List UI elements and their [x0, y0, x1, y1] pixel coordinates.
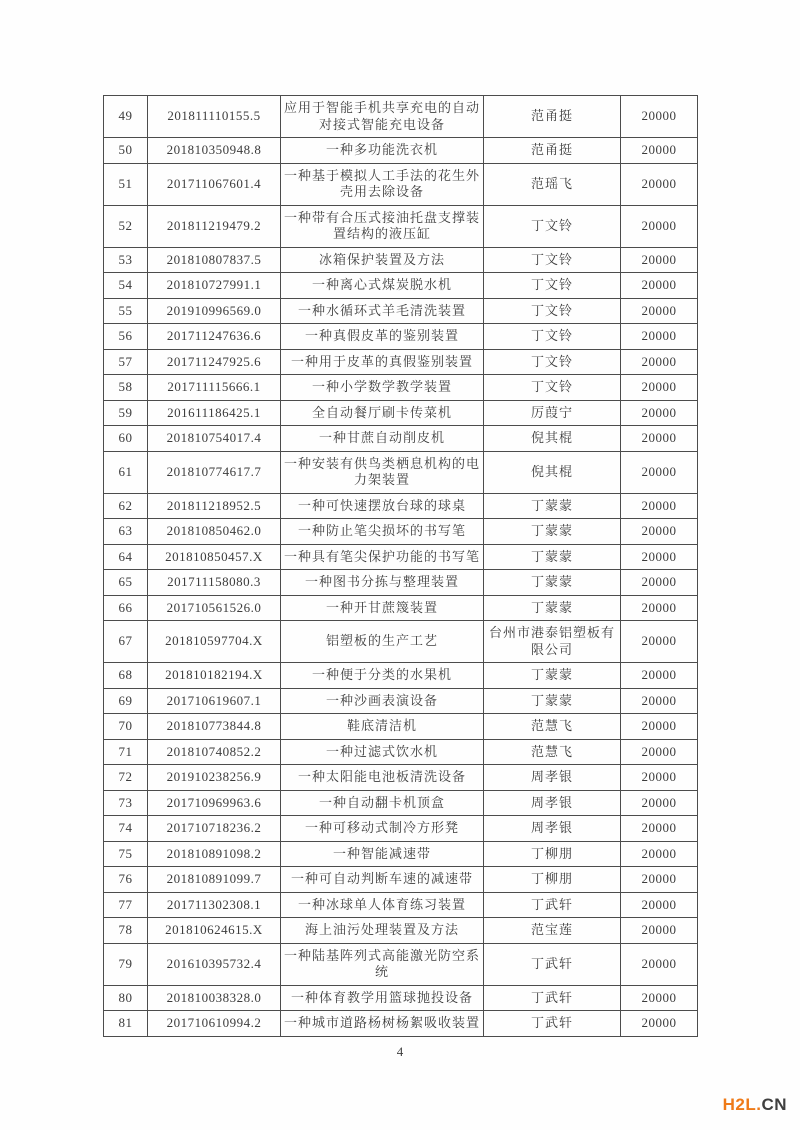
cell-patent_no: 201810773844.8 [148, 714, 281, 740]
table-row [104, 688, 698, 714]
cell-index: 80 [104, 985, 148, 1011]
cell-title: 冰箱保护装置及方法 [281, 247, 484, 273]
site-logo [723, 1095, 787, 1115]
cell-owner: 周孝银 [484, 765, 621, 791]
cell-index: 62 [104, 493, 148, 519]
cell-index: 60 [104, 426, 148, 452]
table-row [104, 918, 698, 944]
cell-title: 海上油污处理装置及方法 [281, 918, 484, 944]
cell-patent_no: 201810624615.X [148, 918, 281, 944]
cell-patent_no: 201810850457.X [148, 544, 281, 570]
cell-patent_no: 201810754017.4 [148, 426, 281, 452]
cell-title: 一种小学数学教学装置 [281, 375, 484, 401]
site-logo-primary: H2L. [722, 1095, 762, 1114]
cell-owner: 丁文铃 [484, 273, 621, 299]
cell-index: 52 [104, 205, 148, 247]
table-row [104, 816, 698, 842]
cell-patent_no: 201810350948.8 [148, 138, 281, 164]
cell-owner: 丁蒙蒙 [484, 595, 621, 621]
cell-owner: 丁文铃 [484, 205, 621, 247]
cell-amount: 20000 [621, 1011, 698, 1037]
cell-patent_no: 201711158080.3 [148, 570, 281, 596]
table-row [104, 544, 698, 570]
cell-index: 75 [104, 841, 148, 867]
table-row [104, 138, 698, 164]
cell-amount: 20000 [621, 570, 698, 596]
cell-amount: 20000 [621, 493, 698, 519]
cell-patent_no: 201810727991.1 [148, 273, 281, 299]
cell-patent_no: 201711067601.4 [148, 163, 281, 205]
cell-patent_no: 201810597704.X [148, 621, 281, 663]
table-row [104, 985, 698, 1011]
cell-owner: 丁武轩 [484, 1011, 621, 1037]
cell-owner: 丁蒙蒙 [484, 519, 621, 545]
cell-title: 一种开甘蔗篾装置 [281, 595, 484, 621]
table-row [104, 519, 698, 545]
cell-patent_no: 201811218952.5 [148, 493, 281, 519]
cell-index: 68 [104, 663, 148, 689]
cell-owner: 丁蒙蒙 [484, 688, 621, 714]
cell-title: 一种基于模拟人工手法的花生外壳用去除设备 [281, 163, 484, 205]
cell-amount: 20000 [621, 519, 698, 545]
cell-index: 53 [104, 247, 148, 273]
cell-owner: 周孝银 [484, 790, 621, 816]
cell-owner: 丁蒙蒙 [484, 493, 621, 519]
cell-amount: 20000 [621, 247, 698, 273]
cell-index: 77 [104, 892, 148, 918]
cell-amount: 20000 [621, 867, 698, 893]
cell-title: 一种带有合压式接油托盘支撑装置结构的液压缸 [281, 205, 484, 247]
cell-index: 58 [104, 375, 148, 401]
table-row [104, 595, 698, 621]
cell-index: 71 [104, 739, 148, 765]
cell-patent_no: 201710619607.1 [148, 688, 281, 714]
cell-owner: 丁武轩 [484, 892, 621, 918]
cell-patent_no: 201711247636.6 [148, 324, 281, 350]
cell-index: 81 [104, 1011, 148, 1037]
cell-owner: 范瑶飞 [484, 163, 621, 205]
cell-title: 一种多功能洗衣机 [281, 138, 484, 164]
cell-patent_no: 201810182194.X [148, 663, 281, 689]
cell-amount: 20000 [621, 918, 698, 944]
cell-owner: 倪其棍 [484, 451, 621, 493]
cell-patent_no: 201910238256.9 [148, 765, 281, 791]
cell-title: 一种用于皮革的真假鉴别装置 [281, 349, 484, 375]
cell-patent_no: 201810774617.7 [148, 451, 281, 493]
cell-owner: 丁蒙蒙 [484, 663, 621, 689]
cell-amount: 20000 [621, 816, 698, 842]
cell-owner: 厉葭宁 [484, 400, 621, 426]
cell-index: 79 [104, 943, 148, 985]
cell-index: 55 [104, 298, 148, 324]
cell-index: 63 [104, 519, 148, 545]
table-row [104, 867, 698, 893]
cell-owner: 丁蒙蒙 [484, 544, 621, 570]
cell-owner: 范慧飞 [484, 739, 621, 765]
cell-index: 61 [104, 451, 148, 493]
cell-index: 51 [104, 163, 148, 205]
cell-owner: 倪其棍 [484, 426, 621, 452]
cell-owner: 丁柳朋 [484, 841, 621, 867]
cell-patent_no: 201710561526.0 [148, 595, 281, 621]
cell-index: 76 [104, 867, 148, 893]
cell-title: 一种防止笔尖损坏的书写笔 [281, 519, 484, 545]
cell-title: 一种智能减速带 [281, 841, 484, 867]
page-number: 4 [396, 1044, 404, 1059]
table-row [104, 273, 698, 299]
table-row [104, 621, 698, 663]
cell-title: 一种真假皮革的鉴别装置 [281, 324, 484, 350]
cell-title: 全自动餐厅刷卡传菜机 [281, 400, 484, 426]
cell-patent_no: 201811219479.2 [148, 205, 281, 247]
cell-title: 一种沙画表演设备 [281, 688, 484, 714]
cell-index: 50 [104, 138, 148, 164]
cell-title: 一种过滤式饮水机 [281, 739, 484, 765]
cell-title: 鞋底清洁机 [281, 714, 484, 740]
cell-amount: 20000 [621, 400, 698, 426]
cell-index: 69 [104, 688, 148, 714]
cell-title: 一种体育教学用篮球抛投设备 [281, 985, 484, 1011]
cell-patent_no: 201810038328.0 [148, 985, 281, 1011]
table-row [104, 247, 698, 273]
table-row [104, 1011, 698, 1037]
cell-patent_no: 201710718236.2 [148, 816, 281, 842]
cell-owner: 丁文铃 [484, 324, 621, 350]
cell-patent_no: 201710610994.2 [148, 1011, 281, 1037]
cell-index: 73 [104, 790, 148, 816]
cell-title: 一种甘蔗自动削皮机 [281, 426, 484, 452]
cell-amount: 20000 [621, 426, 698, 452]
cell-title: 一种可自动判断车速的减速带 [281, 867, 484, 893]
cell-index: 72 [104, 765, 148, 791]
cell-amount: 20000 [621, 273, 698, 299]
cell-patent_no: 201811110155.5 [148, 96, 281, 138]
table-row [104, 943, 698, 985]
cell-amount: 20000 [621, 841, 698, 867]
cell-owner: 丁柳朋 [484, 867, 621, 893]
cell-index: 67 [104, 621, 148, 663]
cell-amount: 20000 [621, 163, 698, 205]
cell-amount: 20000 [621, 324, 698, 350]
site-logo-secondary: CN [761, 1095, 787, 1114]
cell-amount: 20000 [621, 714, 698, 740]
cell-amount: 20000 [621, 544, 698, 570]
cell-amount: 20000 [621, 621, 698, 663]
table-row [104, 493, 698, 519]
cell-amount: 20000 [621, 451, 698, 493]
cell-patent_no: 201711115666.1 [148, 375, 281, 401]
table-row [104, 663, 698, 689]
cell-title: 一种离心式煤炭脱水机 [281, 273, 484, 299]
cell-owner: 丁文铃 [484, 375, 621, 401]
cell-owner: 丁武轩 [484, 985, 621, 1011]
patent-table-body [104, 96, 698, 1037]
cell-amount: 20000 [621, 765, 698, 791]
cell-amount: 20000 [621, 96, 698, 138]
table-row [104, 426, 698, 452]
table-row [104, 163, 698, 205]
table-row [104, 400, 698, 426]
cell-owner: 丁文铃 [484, 298, 621, 324]
cell-title: 一种自动翻卡机顶盒 [281, 790, 484, 816]
cell-owner: 丁文铃 [484, 349, 621, 375]
cell-title: 一种太阳能电池板清洗设备 [281, 765, 484, 791]
cell-owner: 丁蒙蒙 [484, 570, 621, 596]
cell-owner: 丁文铃 [484, 247, 621, 273]
cell-owner: 丁武轩 [484, 943, 621, 985]
cell-owner: 范甬挺 [484, 96, 621, 138]
cell-amount: 20000 [621, 349, 698, 375]
cell-patent_no: 201610395732.4 [148, 943, 281, 985]
table-row [104, 451, 698, 493]
cell-amount: 20000 [621, 790, 698, 816]
cell-index: 78 [104, 918, 148, 944]
cell-title: 一种陆基阵列式高能激光防空系统 [281, 943, 484, 985]
cell-index: 49 [104, 96, 148, 138]
cell-owner: 台州市港泰铝塑板有限公司 [484, 621, 621, 663]
cell-owner: 周孝银 [484, 816, 621, 842]
table-row [104, 892, 698, 918]
cell-title: 应用于智能手机共享充电的自动对接式智能充电设备 [281, 96, 484, 138]
cell-amount: 20000 [621, 138, 698, 164]
table-row [104, 375, 698, 401]
table-row [104, 324, 698, 350]
cell-index: 64 [104, 544, 148, 570]
cell-index: 65 [104, 570, 148, 596]
cell-title: 一种冰球单人体育练习装置 [281, 892, 484, 918]
cell-index: 70 [104, 714, 148, 740]
cell-owner: 范慧飞 [484, 714, 621, 740]
cell-patent_no: 201611186425.1 [148, 400, 281, 426]
cell-patent_no: 201710969963.6 [148, 790, 281, 816]
cell-title: 一种水循环式羊毛清洗装置 [281, 298, 484, 324]
table-row [104, 205, 698, 247]
cell-amount: 20000 [621, 985, 698, 1011]
cell-amount: 20000 [621, 688, 698, 714]
cell-patent_no: 201810740852.2 [148, 739, 281, 765]
cell-amount: 20000 [621, 595, 698, 621]
table-row [104, 570, 698, 596]
cell-title: 铝塑板的生产工艺 [281, 621, 484, 663]
table-row [104, 739, 698, 765]
cell-patent_no: 201810807837.5 [148, 247, 281, 273]
cell-patent_no: 201810850462.0 [148, 519, 281, 545]
table-row [104, 841, 698, 867]
cell-amount: 20000 [621, 892, 698, 918]
cell-index: 54 [104, 273, 148, 299]
cell-index: 57 [104, 349, 148, 375]
cell-index: 56 [104, 324, 148, 350]
table-row [104, 765, 698, 791]
cell-patent_no: 201910996569.0 [148, 298, 281, 324]
table-row [104, 714, 698, 740]
cell-owner: 范宝莲 [484, 918, 621, 944]
patent-table [103, 95, 698, 1037]
cell-patent_no: 201711302308.1 [148, 892, 281, 918]
cell-patent_no: 201711247925.6 [148, 349, 281, 375]
cell-index: 66 [104, 595, 148, 621]
cell-amount: 20000 [621, 205, 698, 247]
cell-title: 一种可移动式制冷方形凳 [281, 816, 484, 842]
cell-amount: 20000 [621, 375, 698, 401]
cell-patent_no: 201810891099.7 [148, 867, 281, 893]
table-row [104, 349, 698, 375]
cell-patent_no: 201810891098.2 [148, 841, 281, 867]
table-row [104, 96, 698, 138]
cell-index: 74 [104, 816, 148, 842]
cell-title: 一种具有笔尖保护功能的书写笔 [281, 544, 484, 570]
cell-title: 一种安装有供鸟类栖息机构的电力架装置 [281, 451, 484, 493]
cell-index: 59 [104, 400, 148, 426]
cell-amount: 20000 [621, 298, 698, 324]
cell-owner: 范甬挺 [484, 138, 621, 164]
table-row [104, 790, 698, 816]
cell-title: 一种城市道路杨树杨絮吸收装置 [281, 1011, 484, 1037]
cell-title: 一种可快速摆放台球的球桌 [281, 493, 484, 519]
table-row [104, 298, 698, 324]
cell-amount: 20000 [621, 943, 698, 985]
cell-title: 一种图书分拣与整理装置 [281, 570, 484, 596]
cell-title: 一种便于分类的水果机 [281, 663, 484, 689]
cell-amount: 20000 [621, 663, 698, 689]
cell-amount: 20000 [621, 739, 698, 765]
